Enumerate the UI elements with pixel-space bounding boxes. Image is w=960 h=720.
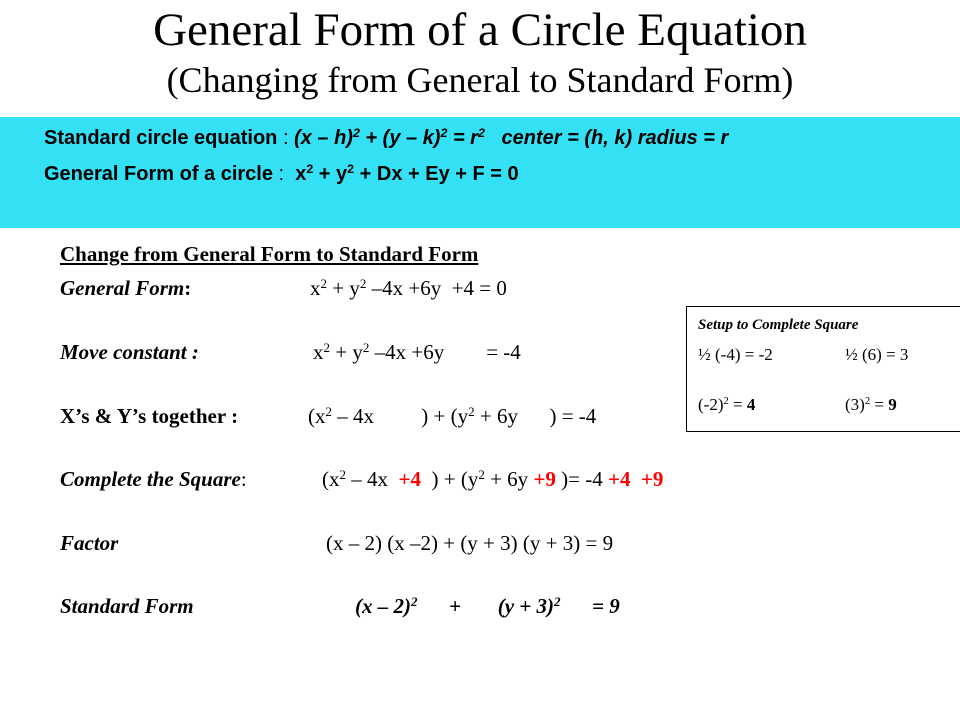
together-row [60,404,238,429]
standard-equation-label: Standard circle equation [44,127,278,149]
setup-box-title: Setup to Complete Square [698,317,859,333]
half-y-calc: ½ (6) = 3 [845,345,909,364]
general-form-line [44,163,519,186]
steps-heading: Change from General Form to Standard Form [60,242,479,266]
setup-complete-square-box [686,306,960,432]
factor-label: Factor [60,531,119,555]
standard-equation-formula: $(x - h)^2 + (y - k)^2 = r^2$ [294,126,485,149]
standard-equation-colon: : [277,127,295,149]
move-constant-label: Move constant : [60,340,199,364]
general-form-row-label: General Form [60,276,185,300]
complete-square-expr: ($x^2 - 4x +4$ ) + ($y^2 + 6y +9$ )= -4 +4 +9 [322,466,664,491]
definitions-banner [0,117,960,228]
center-radius-text: center = (h, k) radius = r [501,127,729,149]
page-title: General Form of a Circle Equation [153,4,807,56]
move-constant-row [60,340,199,365]
page-subtitle: (Changing from General to Standard Form) [166,60,794,100]
factor-expr: (x – 2) (x –2) + (y + 3) (y + 3) = 9 [326,531,614,555]
square-x-calc: $(-2)^2 = 4$ [698,395,756,414]
standard-form-label: Standard Form [60,594,194,618]
square-y-calc: $(3)^2 = 9$ [845,395,897,414]
general-form-row: General Form: [60,276,192,300]
general-form-label: General Form of a circle [44,163,273,185]
standard-form-expr: (x – 2)$^2$ + $(y + 3)^2$ = 9 [355,593,620,618]
general-form-row-expr: $x^2 + y^2$ –4x +6y +4 = 0 [310,275,507,300]
factor-row [60,531,118,556]
half-x-calc: ½ (-4) = -2 [698,345,773,364]
standard-form-row [60,594,194,619]
move-constant-expr: $x^2 + y^2$ –4x +6y = -4 [313,339,521,364]
together-label: X’s & Y’s together : [60,404,239,428]
general-form-colon: : [272,163,290,185]
standard-equation-line [44,127,728,150]
general-form-formula: $x^2 + y^2 + Dx + Ey + F = 0$ [295,162,519,185]
complete-square-row: Complete the Square: [60,467,247,491]
together-expr: ($x^2 - 4x$ ) + ($y^2 + 6y$ ) = -4 [308,403,597,428]
complete-square-label: Complete the Square [60,467,241,491]
